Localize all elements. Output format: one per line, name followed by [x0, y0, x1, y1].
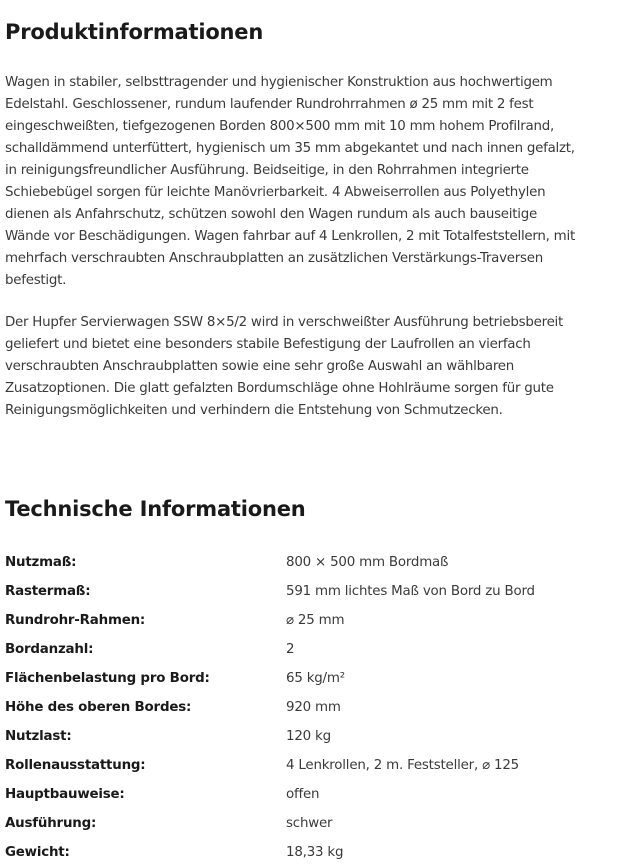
product-description-paragraph — [5, 72, 617, 292]
description-line: Edelstahl. Geschlossener, rundum laufender Rundrohrrahmen ø 25 mm mit 2 fest — [5, 97, 534, 112]
description-line: Wände vor Beschädigungen. Wagen fahrbar auf 4 Lenkrollen, 2 mit Totalfeststellern, mit — [5, 229, 575, 244]
spec-label: Ausführung: — [5, 816, 97, 831]
spec-row — [5, 722, 626, 751]
spec-label: Bordanzahl: — [5, 642, 94, 657]
spec-label: Flächenbelastung pro Bord: — [5, 671, 210, 686]
product-summary-paragraph — [5, 312, 617, 422]
summary-line: Der Hupfer Servierwagen SSW 8×5/2 wird in verschweißter Ausführung betriebsbereit — [5, 315, 564, 330]
spec-label: Nutzmaß: — [5, 555, 77, 570]
spec-value: 920 mm — [286, 700, 341, 715]
description-line: eingeschweißten, tiefgezogenen Borden 800×500 mm mit 10 mm hohem Profilrand, — [5, 119, 554, 134]
spec-row — [5, 838, 626, 867]
spec-value: 120 kg — [286, 729, 331, 744]
spec-value: schwer — [286, 816, 333, 831]
spec-label: Rollenausstattung: — [5, 758, 146, 773]
description-line: schalldämmend unterfüttert, hygienisch um 35 mm abgekantet und nach innen gefalzt, — [5, 141, 575, 156]
spec-label: Nutzlast: — [5, 729, 72, 744]
description-line: befestigt. — [5, 273, 67, 288]
spec-label: Hauptbauweise: — [5, 787, 125, 802]
spec-label: Gewicht: — [5, 845, 70, 860]
summary-line: verschraubten Anschraubplatten sowie eine sehr große Auswahl an wählbaren — [5, 359, 515, 374]
summary-line: geliefert und bietet eine besonders stabile Befestigung der Laufrollen an vierfach — [5, 337, 531, 352]
spec-row — [5, 664, 626, 693]
spec-value: 18,33 kg — [286, 845, 344, 860]
spec-row — [5, 635, 626, 664]
spec-value: 800 × 500 mm Bordmaß — [286, 555, 449, 570]
spec-value: 591 mm lichtes Maß von Bord zu Bord — [286, 584, 535, 599]
spec-row — [5, 548, 626, 577]
spec-row — [5, 751, 626, 780]
description-line: dienen als Anfahrschutz, schützen sowohl den Wagen rundum als auch bauseitige — [5, 207, 537, 222]
spec-label: Höhe des oberen Bordes: — [5, 700, 192, 715]
spec-value: 65 kg/m² — [286, 671, 345, 686]
description-line: Schiebebügel sorgen für leichte Manövrierbarkeit. 4 Abweiserrollen aus Polyethylen — [5, 185, 546, 200]
spec-row — [5, 577, 626, 606]
section-title-produktinformationen: Produktinformationen — [5, 20, 264, 44]
section-title-technische-informationen: Technische Informationen — [5, 497, 306, 521]
spec-value: ⌀ 25 mm — [286, 613, 345, 628]
spec-row — [5, 809, 626, 838]
summary-line: Reinigungsmöglichkeiten und verhindern die Entstehung von Schmutzecken. — [5, 403, 503, 418]
spec-value: 4 Lenkrollen, 2 m. Feststeller, ⌀ 125 — [286, 758, 519, 773]
description-line: mehrfach verschraubten Anschraubplatten an zusätzlichen Verstärkungs-Traversen — [5, 251, 543, 266]
summary-line: Zusatzoptionen. Die glatt gefalzten Bordumschläge ohne Hohlräume sorgen für gute — [5, 381, 554, 396]
description-line: Wagen in stabiler, selbsttragender und hygienischer Konstruktion aus hochwertigem — [5, 75, 553, 90]
spec-row — [5, 693, 626, 722]
spec-row — [5, 606, 626, 635]
spec-value: offen — [286, 787, 320, 802]
spec-label: Rundrohr-Rahmen: — [5, 613, 146, 628]
description-line: in reinigungsfreundlicher Ausführung. Beidseitige, in den Rohrrahmen integrierte — [5, 163, 529, 178]
spec-label: Rastermaß: — [5, 584, 91, 599]
spec-value: 2 — [286, 642, 295, 657]
spec-table — [5, 548, 626, 867]
spec-row — [5, 780, 626, 809]
